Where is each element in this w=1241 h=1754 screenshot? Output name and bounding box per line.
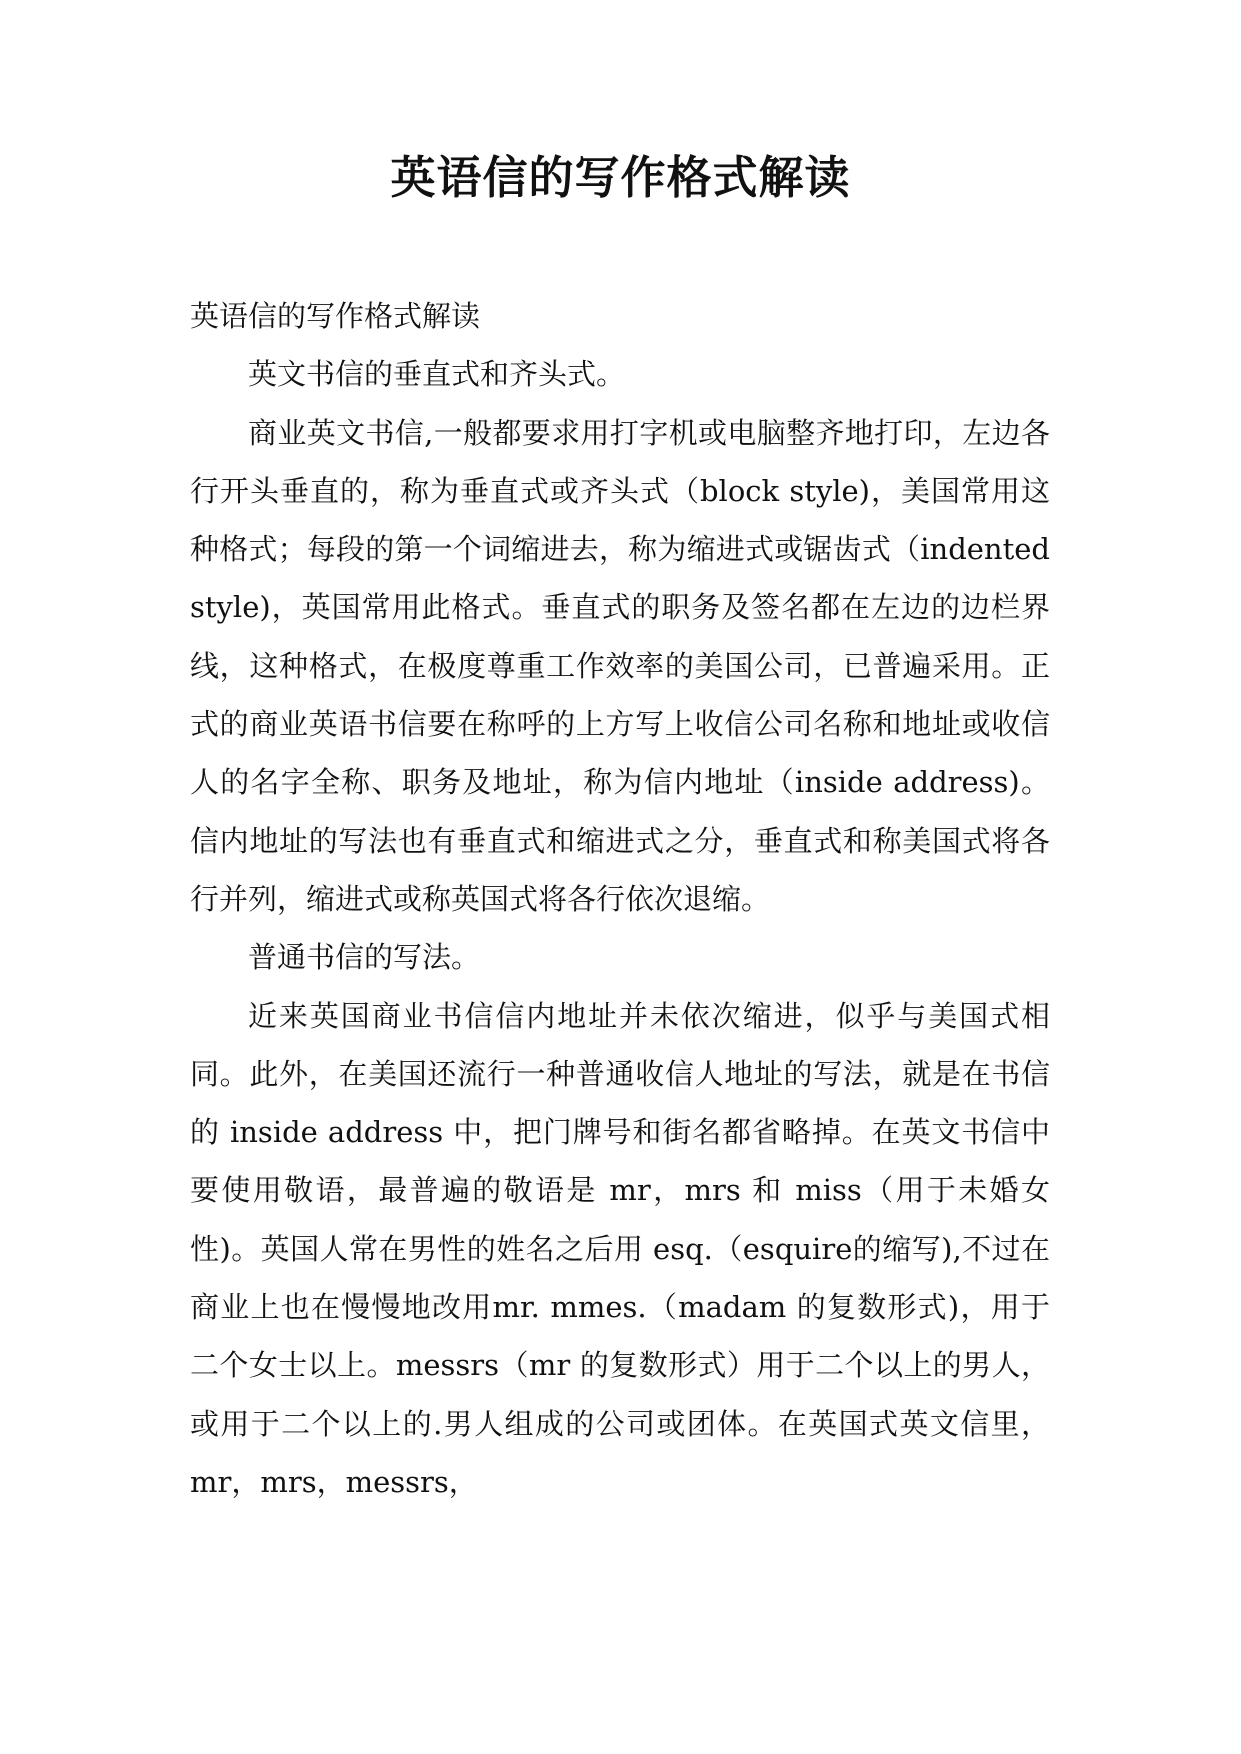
paragraph-honorifics: 近来英国商业书信信内地址并未依次缩进，似乎与美国式相同。此外，在美国还流行一种普通收信人地址的写法，就是在书信的 inside address 中，把门牌号和街名都省略掉。在英文书信中要使用敬语，最普遍的敬语是 mr，mrs 和 miss（用于未婚女性)。英国人常在男性的姓名之后用 esq.（esquire的缩写),不过在商业上也在慢慢地改用mr. mmes.（madam 的复数形式)，用于二个女士以上。messrs（mr 的复数形式）用于二个以上的男人，或用于二个以上的.男人组成的公司或团体。在英国式英文信里，mr，mrs，messrs， xyxy=(190,998,1050,1499)
document-body xyxy=(190,287,1050,1511)
section-heading-ordinary-letter: 普通书信的写法。 xyxy=(248,940,481,975)
document-title: 英语信的写作格式解读 xyxy=(390,151,851,204)
body-heading-paragraph: 英语信的写作格式解读 xyxy=(190,299,481,333)
section-heading-block-style: 英文书信的垂直式和齐头式。 xyxy=(248,357,626,392)
paragraph-block-and-indented-style: 商业英文书信,一般都要求用打字机或电脑整齐地打印，左边各行开头垂直的，称为垂直式或齐头式（block style)，美国常用这种格式；每段的第一个词缩进去，称为缩进式或锯齿式（indented style)，英国常用此格式。垂直式的职务及签名都在左边的边栏界线，这种格式，在极度尊重工作效率的美国公司，已普遍采用。正式的商业英语书信要在称呼的上方写上收信公司名称和地址或收信人的名字全称、职务及地址，称为信内地址（inside address)。信内地址的写法也有垂直式和缩进式之分，垂直式和称美国式将各行并列，缩进式或称英国式将各行依次退缩。 xyxy=(190,415,1050,916)
